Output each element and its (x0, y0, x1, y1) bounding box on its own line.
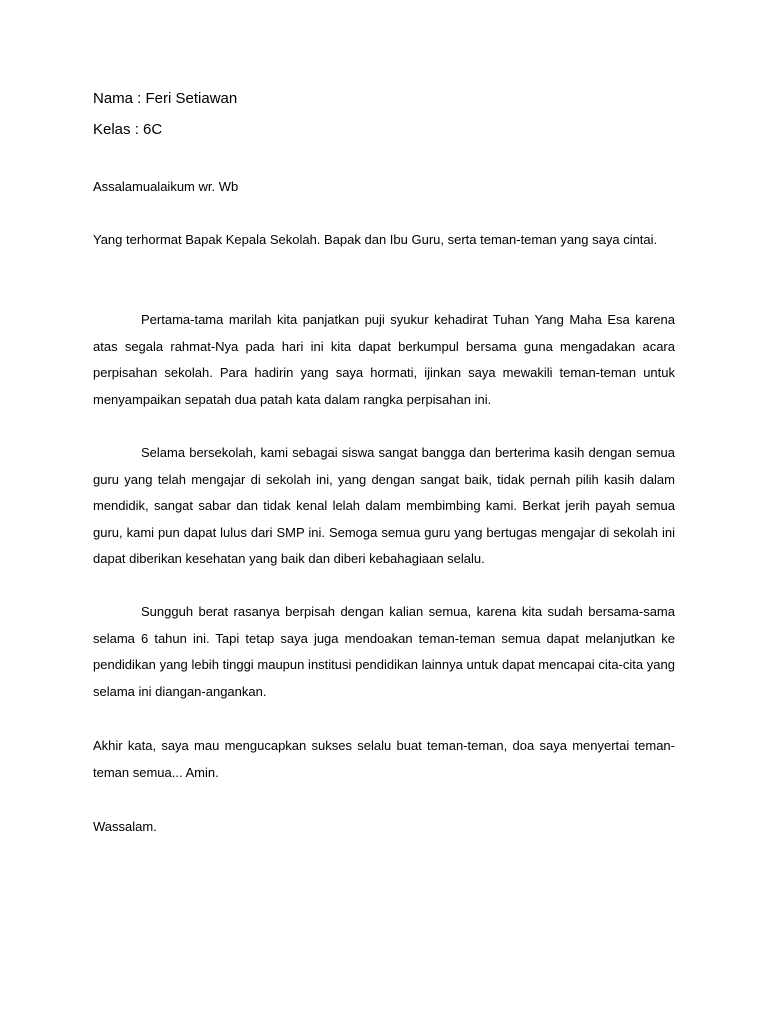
kelas-line (93, 120, 162, 140)
nama-line (93, 89, 237, 109)
nama-value: Feri Setiawan (145, 90, 238, 107)
kelas-label: Kelas : (93, 121, 144, 138)
closing-salam: Wassalam. (93, 819, 157, 834)
paragraph-opening-gratitude: Pertama-tama marilah kita panjatkan puji syukur kehadirat Tuhan Yang Maha Esa karena atas segala rahmat-Nya pada hari ini kita dapat berkumpul bersama guna mengadakan acara perpisahan sekolah. Para hadirin yang saya hormati, ijinkan saya mewakili teman-teman untuk menyampaikan sepatah dua patah kata dalam rangka perpisahan ini. (93, 312, 675, 407)
greeting-paragraph: Yang terhormat Bapak Kepala Sekolah. Bapak dan Ibu Guru, serta teman-teman yang saya cintai. (93, 232, 658, 247)
opening-salam: Assalamualaikum wr. Wb (93, 179, 239, 194)
letter-page (93, 0, 675, 1024)
paragraph-thanks-teachers: Selama bersekolah, kami sebagai siswa sangat bangga dan berterima kasih dengan semua guru yang telah mengajar di sekolah ini, yang dengan sangat baik, tidak pernah pilih kasih dalam mendidik, sangat sabar dan tidak kenal lelah dalam membimbing kami. Berkat jerih payah semua guru, kami pun dapat lulus dari SMP ini. Semoga semua guru yang bertugas mengajar di sekolah ini dapat diberikan kesehatan yang baik dan diberi kebahagiaan selalu. (93, 445, 675, 566)
kelas-value: 6C (143, 121, 163, 138)
paragraph-farewell-friends: Sungguh berat rasanya berpisah dengan kalian semua, karena kita sudah bersama-sama selama 6 tahun ini. Tapi tetap saya juga mendoakan teman-teman semua dapat melanjutkan ke pendidikan yang lebih tinggi maupun institusi pendidikan lainnya untuk dapat mencapai cita-cita yang selama ini diangan-angankan. (93, 604, 675, 699)
closing-paragraph: Akhir kata, saya mau mengucapkan sukses selalu buat teman-teman, doa saya menyertai teman-teman semua... Amin. (93, 738, 675, 780)
nama-label: Nama : (93, 90, 146, 107)
